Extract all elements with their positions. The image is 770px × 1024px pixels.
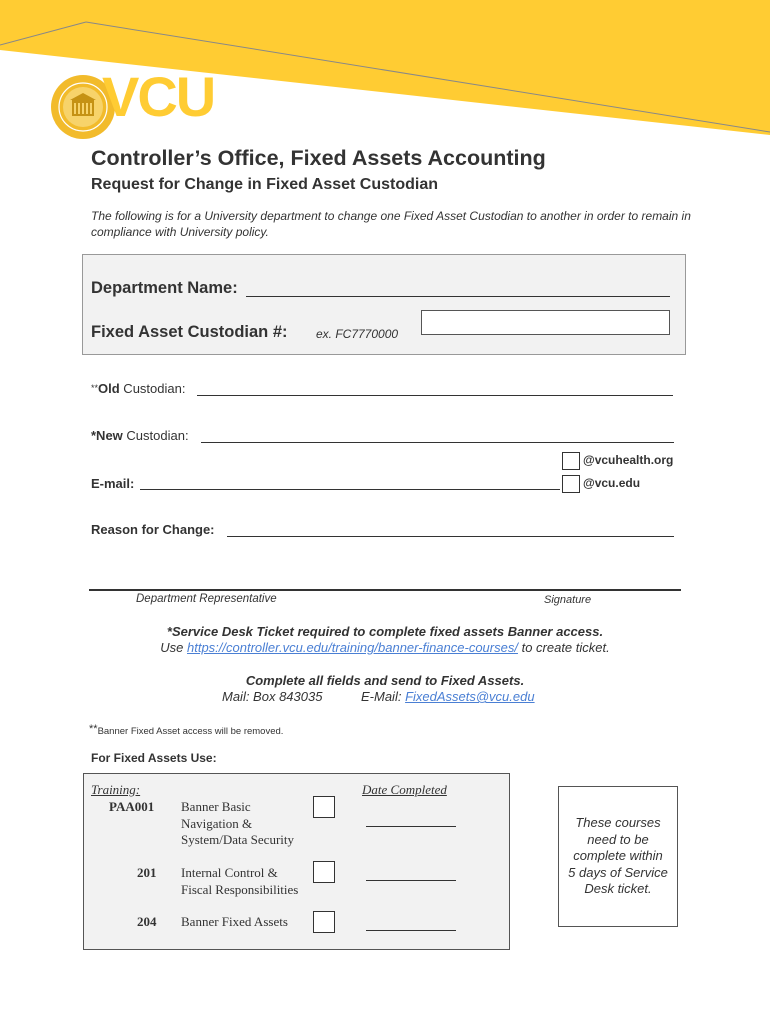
old-footnote-mark: **	[91, 383, 99, 393]
courses-deadline-note	[558, 786, 678, 927]
course-code: PAA001	[109, 799, 155, 814]
fixed-assets-email-link[interactable]: FixedAssets@vcu.edu	[405, 689, 535, 704]
signature-label: Signature	[544, 594, 592, 606]
old-rest: Custodian:	[119, 381, 186, 396]
email-prefix: E-Mail:	[361, 689, 406, 704]
new-custodian-label	[91, 428, 189, 443]
vcu-edu-checkbox[interactable]	[562, 475, 580, 493]
vcu-edu-option-label: @vcu.edu	[583, 476, 641, 490]
course-name	[181, 914, 288, 931]
department-representative-label: Department Representative	[136, 593, 277, 605]
footnote-mark: **	[89, 723, 98, 735]
new-custodian-field[interactable]	[201, 442, 674, 443]
mail-address: Mail: Box 843035	[222, 689, 323, 704]
course-code: 201	[137, 865, 157, 880]
vcuhealth-option-label: @vcuhealth.org	[583, 453, 674, 467]
new-rest: Custodian:	[122, 428, 189, 443]
custodian-number-label: Fixed Asset Custodian #:	[91, 323, 288, 341]
new-bold: *New	[91, 428, 123, 443]
course-name-line: Navigation &	[181, 815, 253, 831]
course-date-field[interactable]	[366, 930, 456, 931]
banner-courses-link[interactable]: https://controller.vcu.edu/training/banner-finance-courses/	[187, 640, 518, 655]
intro-text: The following is for a University department to change one Fixed Asset Custodian to another in order to remain in compliance with University policy.	[91, 209, 691, 239]
course-checkbox[interactable]	[313, 911, 335, 933]
course-name-line: Banner Basic	[181, 799, 251, 814]
department-name-label: Department Name:	[91, 279, 238, 297]
footnote	[89, 723, 283, 737]
email-address	[361, 689, 535, 704]
course-name-line: Internal Control &	[181, 865, 278, 880]
vcu-logo	[50, 65, 240, 146]
course-name-line: Fiscal Responsibilities	[181, 881, 299, 897]
vcuhealth-checkbox[interactable]	[562, 452, 580, 470]
complete-fields-notice: Complete all fields and send to Fixed Assets.	[245, 673, 525, 688]
course-checkbox[interactable]	[313, 861, 335, 883]
course-name-line: System/Data Security	[181, 832, 295, 847]
page-subtitle: Request for Change in Fixed Asset Custodian	[91, 176, 439, 193]
department-name-field[interactable]	[246, 296, 670, 297]
ticket-instructions-prefix: Use	[160, 640, 187, 655]
ticket-instructions-suffix: to create ticket.	[517, 640, 610, 655]
old-bold: Old	[98, 381, 120, 396]
course-checkbox[interactable]	[313, 796, 335, 818]
old-custodian-label	[91, 381, 185, 396]
reason-label: Reason for Change:	[91, 522, 215, 537]
course-date-field[interactable]	[366, 826, 456, 827]
courses-deadline-text: These courses need to be complete within 5 days of Service Desk ticket.	[568, 815, 668, 897]
course-name-line: Banner Fixed Assets	[181, 914, 288, 929]
custodian-number-example: ex. FC7770000	[316, 327, 399, 341]
footnote-text: Banner Fixed Asset access will be removed.	[97, 726, 284, 737]
email-field[interactable]	[140, 489, 560, 490]
signature-line[interactable]	[89, 589, 681, 591]
course-code: 204	[137, 914, 157, 929]
custodian-number-input[interactable]	[421, 310, 670, 335]
course-date-field[interactable]	[366, 880, 456, 881]
email-label: E-mail:	[91, 476, 135, 491]
old-custodian-field[interactable]	[197, 395, 673, 396]
ticket-required-notice: *Service Desk Ticket required to complete fixed assets Banner access.	[166, 624, 604, 639]
ticket-instructions	[0, 640, 770, 655]
page-title: Controller’s Office, Fixed Assets Accounting	[91, 146, 546, 170]
course-name	[181, 865, 298, 898]
course-name	[181, 799, 294, 849]
date-completed-label: Date Completed	[362, 782, 447, 797]
vcu-wordmark: VCU	[102, 65, 215, 128]
training-label: Training:	[91, 782, 141, 797]
fixed-assets-use-heading: For Fixed Assets Use:	[91, 751, 217, 765]
reason-field[interactable]	[227, 536, 674, 537]
